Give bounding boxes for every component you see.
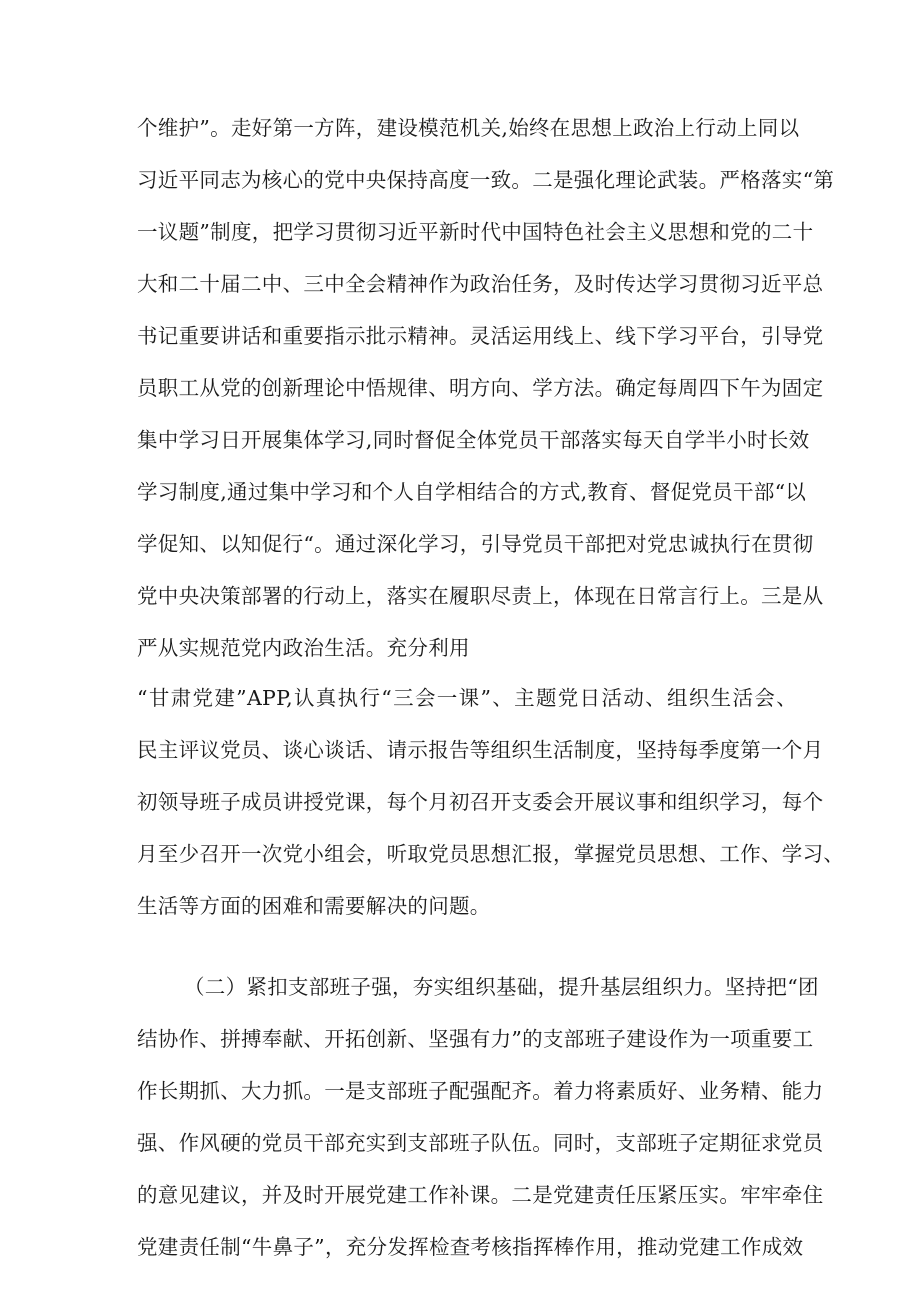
paragraph-heading-line: （二）紧扣支部班子强，夯实组织基础，提升基层组织力。坚持把“团 [184, 975, 819, 999]
text-line: 习近平同志为核心的党中央保持高度一致。二是强化理论武装。严格落实“第 [137, 168, 835, 192]
text-line: 生活等方面的困难和需要解决的问题。 [137, 894, 491, 918]
text-line: 学习制度,通过集中学习和个人自学相结合的方式,教育、督促党员干部“以 [137, 480, 807, 504]
text-line: 个维护”。走好第一方阵，建设模范机关,始终在思想上政治上行动上同以 [137, 116, 800, 140]
text-line: 结协作、拼搏奉献、开拓创新、坚强有力”的支部班子建设作为一项重要工 [137, 1027, 814, 1051]
text-line: 民主评议党员、谈心谈话、请示报告等组织生活制度，坚持每季度第一个月 [137, 738, 824, 762]
text-line: 员职工从党的创新理论中悟规律、明方向、学方法。确定每周四下午为固定 [137, 376, 824, 400]
text-line: 一议题”制度，把学习贯彻习近平新时代中国特色社会主义思想和党的二十 [137, 220, 814, 244]
text-line: 党建责任制“牛鼻子”，充分发挥检查考核指挥棒作用，推动党建工作成效 [137, 1235, 804, 1259]
text-line: 书记重要讲话和重要指示批示精神。灵活运用线上、线下学习平台，引导党 [137, 324, 824, 348]
text-line: 月至少召开一次党小组会，听取党员思想汇报，掌握党员思想、工作、学习、 [137, 842, 845, 866]
text-line: 严从实规范党内政治生活。充分利用 [137, 636, 470, 660]
text-line: 强、作风硬的党员干部充实到支部班子队伍。同时，支部班子定期征求党员 [137, 1131, 824, 1155]
text-line: 初领导班子成员讲授党课，每个月初召开支委会开展议事和组织学习，每个 [137, 790, 824, 814]
text-line: 党中央决策部署的行动上，落实在履职尽责上，体现在日常言行上。三是从 [137, 584, 824, 608]
text-line: 大和二十届二中、三中全会精神作为政治任务，及时传达学习贯彻习近平总 [137, 272, 824, 296]
text-line: 作长期抓、大力抓。一是支部班子配强配齐。着力将素质好、业务精、能力 [137, 1079, 824, 1103]
text-line: “甘肃党建”APP,认真执行“三会一课”、主题党日活动、组织生活会、 [137, 686, 797, 710]
text-line: 的意见建议，并及时开展党建工作补课。二是党建责任压紧压实。牢牢牵住 [137, 1183, 824, 1207]
text-line: 集中学习日开展集体学习,同时督促全体党员干部落实每天自学半小时长效 [137, 428, 810, 452]
text-line: 学促知、以知促行“。通过深化学习，引导党员干部把对党忠诚执行在贯彻 [137, 532, 814, 556]
